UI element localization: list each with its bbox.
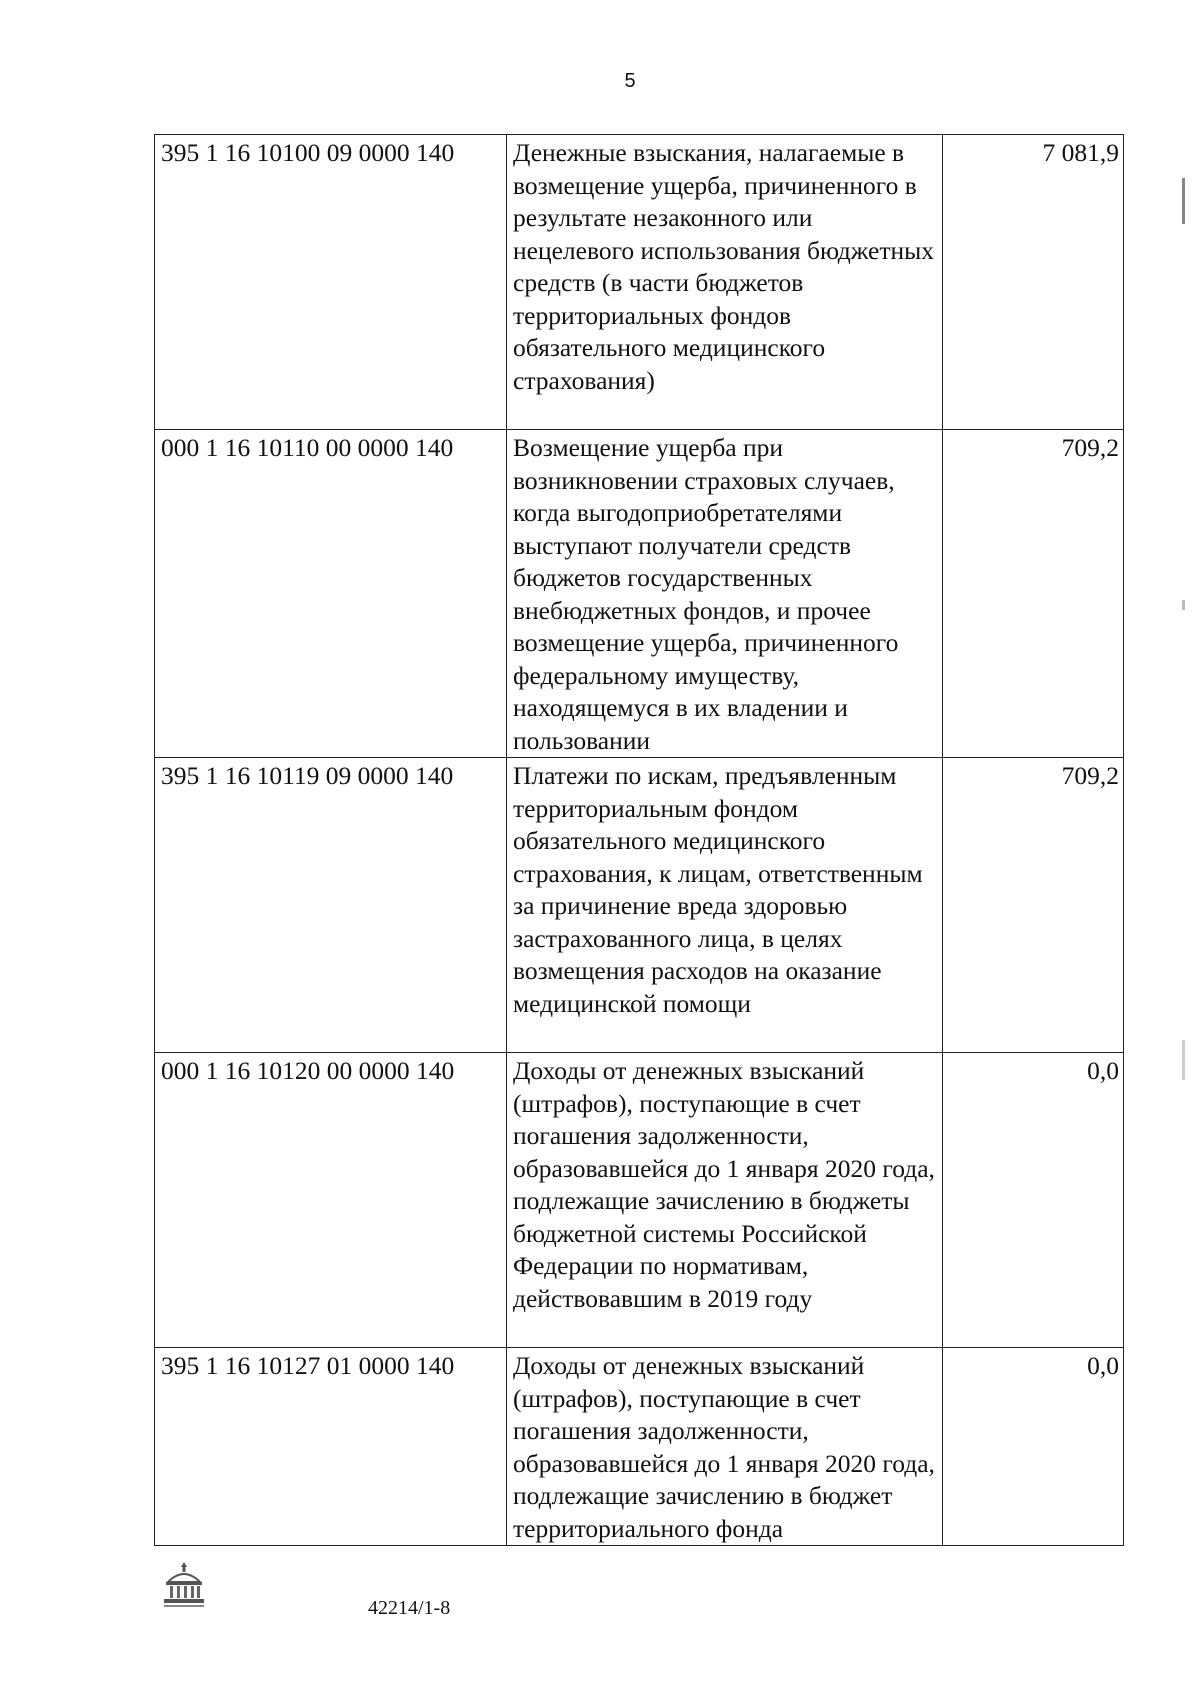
- scan-edge-mark: [1182, 1040, 1185, 1080]
- scan-edge-mark: [1182, 178, 1185, 224]
- table-row: [155, 1053, 1124, 1348]
- amount-cell: 709,2: [943, 758, 1124, 1053]
- description-cell: Доходы от денежных взысканий (штрафов), поступающие в счет погашения задолженности, образовавшейся до 1 января 2020 года, подлежащие зачислению в бюджет территориального фонда: [507, 1348, 943, 1546]
- amount-cell: 7 081,9: [943, 135, 1124, 430]
- scan-edge-mark: [1182, 600, 1185, 610]
- building-emblem-icon: [160, 1558, 208, 1610]
- amount-cell: 0,0: [943, 1053, 1124, 1348]
- description-cell: Денежные взыскания, налагаемые в возмещение ущерба, причиненного в результате незаконного или нецелевого использования бюджетных средств (в части бюджетов территориальных фондов обязательного медицинского страхования): [507, 135, 943, 430]
- budget-code-cell: 395 1 16 10100 09 0000 140: [155, 135, 507, 430]
- budget-code-cell: 000 1 16 10120 00 0000 140: [155, 1053, 507, 1348]
- amount-cell: 709,2: [943, 430, 1124, 758]
- document-code: 42214/1-8: [368, 1597, 451, 1619]
- table-row: [155, 1348, 1124, 1546]
- description-cell: Доходы от денежных взысканий (штрафов), поступающие в счет погашения задолженности, образовавшейся до 1 января 2020 года, подлежащие зачислению в бюджеты бюджетной системы Российской Федерации по нормативам, действовавшим в 2019 году: [507, 1053, 943, 1348]
- revenue-table: [154, 134, 1124, 1546]
- budget-code-cell: 395 1 16 10127 01 0000 140: [155, 1348, 507, 1546]
- table-row: [155, 430, 1124, 758]
- description-cell: Возмещение ущерба при возникновении страховых случаев, когда выгодоприобретателями выступают получатели средств бюджетов государственных внебюджетных фондов, и прочее возмещение ущерба, причиненного федеральному имуществу, находящемуся в их владении и пользовании: [507, 430, 943, 758]
- budget-code-cell: 000 1 16 10110 00 0000 140: [155, 430, 507, 758]
- page-number: 5: [624, 70, 636, 92]
- table-row: [155, 758, 1124, 1053]
- amount-cell: 0,0: [943, 1348, 1124, 1546]
- budget-code-cell: 395 1 16 10119 09 0000 140: [155, 758, 507, 1053]
- description-cell: Платежи по искам, предъявленным территориальным фондом обязательного медицинского страхования, к лицам, ответственным за причинение вреда здоровью застрахованного лица, в целях возмещения расходов на оказание медицинской помощи: [507, 758, 943, 1053]
- table-row: [155, 135, 1124, 430]
